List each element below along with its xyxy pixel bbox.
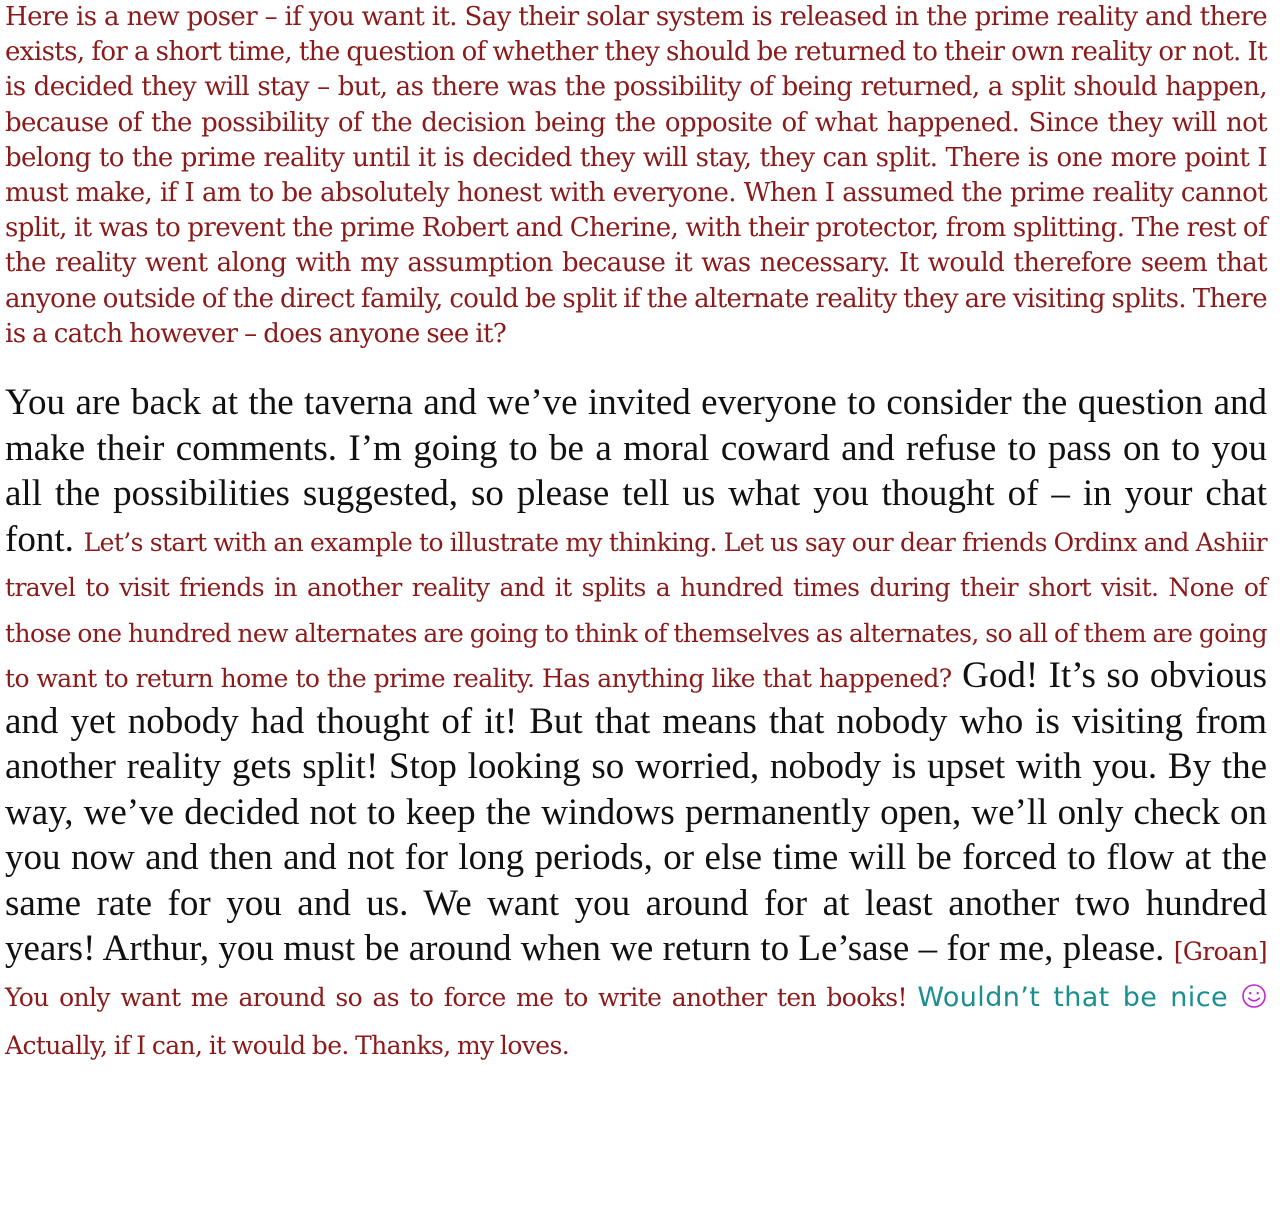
paragraph-taverna <box>5 380 1267 1066</box>
document-page <box>5 0 1267 1066</box>
red-chat-text-3: Actually, if I can, it would be. Thanks, my loves. <box>5 1031 570 1061</box>
red-chat-text-2: [Groan] You only want me around so as to force me to write another ten books! <box>5 937 1267 1012</box>
teal-chat-text: Wouldn’t that be nice <box>917 981 1241 1013</box>
narration-text-2: God! It’s so obvious and yet nobody had thought of it! But that means that nobody who is visiting from another reality gets split! Stop looking so worried, nobody is upset with you. By the way, we’ve decided not to keep the windows permanently open, we’ll only check on you now and then and not for long periods, or else time will be forced to flow at the same rate for you and us. We want you around for at least another two hundred years! Arthur, you must be around when we return to Le’sase – for me, please. <box>5 655 1267 970</box>
paragraph-poser: Here is a new poser – if you want it. Say their solar system is released in the prime reality and there exists, for a short time, the question of whether they should be returned to their own reality or not. It is decided they will stay – but, as there was the possibility of being returned, a split should happen, because of the possibility of the decision being the opposite of what happened. Since they will not belong to the prime reality until it is decided they will stay, they can split. There is one more point I must make, if I am to be absolutely honest with everyone. When I assumed the prime reality cannot split, it was to prevent the prime Robert and Cherine, with their protector, from splitting. The rest of the reality went along with my assumption because it was necessary. It would therefore seem that anyone outside of the direct family, could be split if the alternate reality they are visiting splits. There is a catch however – does anyone see it? <box>5 2 1267 349</box>
narration-text-1: You are back at the taverna and we’ve invited everyone to consider the question and make their comments. I’m going to be a moral coward and refuse to pass on to you all the possibilities suggested, so please tell us what you thought of – in your chat font. <box>5 382 1267 560</box>
smiley-face-icon <box>1241 983 1267 1009</box>
red-chat-text-1: Let’s start with an example to illustrate my thinking. Let us say our dear friends Ordinx and Ashiir travel to visit friends in another reality and it splits a hundred times during their short visit. None of those one hundred new alternates are going to think of themselves as alternates, so all of them are going to want to return home to the prime reality. Has anything like that happened? <box>5 527 1267 694</box>
